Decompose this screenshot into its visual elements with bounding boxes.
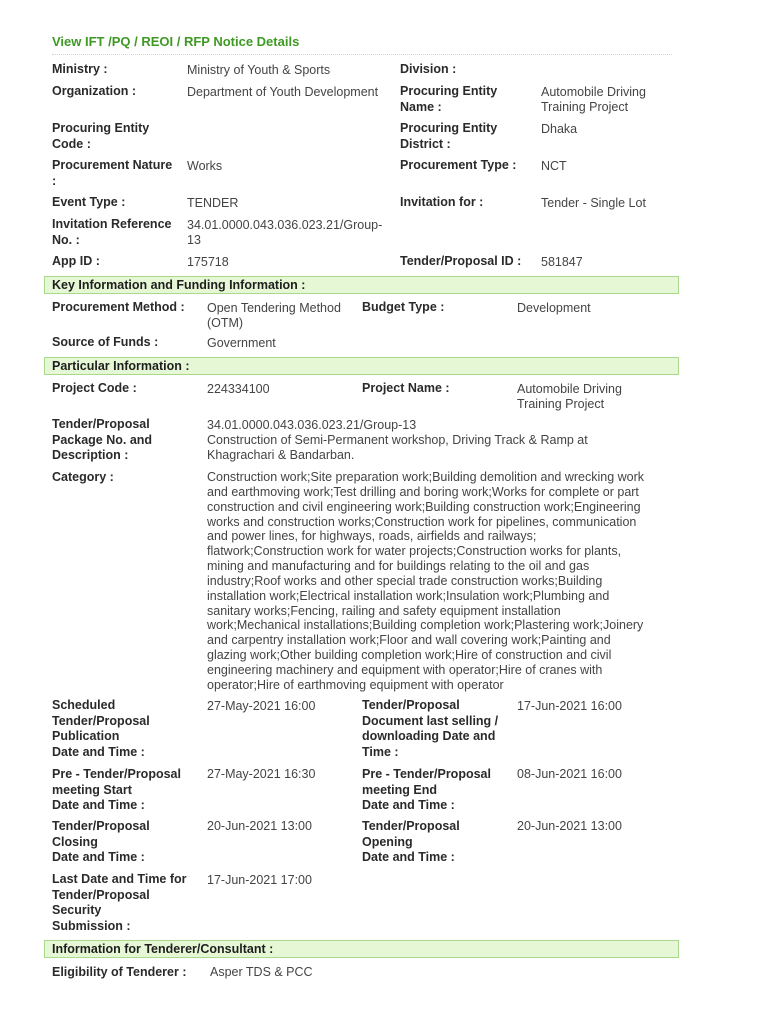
budget-type-value: Development xyxy=(517,301,591,315)
procuring-entity-district-value: Dhaka xyxy=(541,122,578,136)
eligibility-value: Asper TDS & PCC xyxy=(210,965,313,979)
procuring-entity-district-label: Procuring Entity District : xyxy=(400,121,498,151)
procuring-entity-name-label: Procuring Entity Name : xyxy=(400,84,498,114)
document-selling-date-value: 17-Jun-2021 16:00 xyxy=(517,699,622,713)
event-type-value: TENDER xyxy=(187,196,239,210)
procurement-method-value: Open Tendering Method (OTM) xyxy=(207,301,341,330)
security-submission-value: 17-Jun-2021 17:00 xyxy=(207,873,312,887)
procuring-entity-name-value: Automobile Driving Training Project xyxy=(541,85,646,114)
tender-id-label: Tender/Proposal ID : xyxy=(400,254,522,268)
pre-meeting-start-label: Pre - Tender/Proposal meeting Start Date and Time : xyxy=(52,767,181,812)
procurement-type-value: NCT xyxy=(541,159,567,173)
publication-date-label: Scheduled Tender/Proposal Publication Date and Time : xyxy=(52,698,150,759)
ministry-label: Ministry : xyxy=(52,62,108,76)
pre-meeting-end-label: Pre - Tender/Proposal meeting End Date and Time : xyxy=(362,767,491,812)
division-label: Division : xyxy=(400,62,457,76)
app-id-value: 175718 xyxy=(187,255,229,269)
tenderer-information-header: Information for Tenderer/Consultant : xyxy=(44,940,679,958)
procurement-nature-value: Works xyxy=(187,159,223,173)
procuring-entity-code-label: Procuring Entity Code : xyxy=(52,121,150,151)
package-description-value: 34.01.0000.043.036.023.21/Group-13 Construction of Semi-Permanent workshop, Driving Track & Ramp at Khagrachari & Bandarban. xyxy=(207,418,588,462)
procurement-method-label: Procurement Method : xyxy=(52,300,185,314)
closing-date-label: Tender/Proposal Closing Date and Time : xyxy=(52,819,150,864)
project-code-label: Project Code : xyxy=(52,381,137,395)
project-name-value: Automobile Driving Training Project xyxy=(517,382,622,411)
project-name-label: Project Name : xyxy=(362,381,450,395)
budget-type-label: Budget Type : xyxy=(362,300,445,314)
app-id-label: App ID : xyxy=(52,254,100,268)
invitation-reference-label: Invitation Reference No. : xyxy=(52,217,172,247)
opening-date-value: 20-Jun-2021 13:00 xyxy=(517,819,622,833)
page-title: View IFT /PQ / REOI / RFP Notice Details xyxy=(52,34,300,49)
source-of-funds-value: Government xyxy=(207,336,276,350)
organization-value: Department of Youth Development xyxy=(187,85,379,99)
category-label: Category : xyxy=(52,470,114,484)
particular-information-header: Particular Information : xyxy=(44,357,679,375)
key-information-header: Key Information and Funding Information : xyxy=(44,276,679,294)
event-type-label: Event Type : xyxy=(52,195,126,209)
pre-meeting-start-value: 27-May-2021 16:30 xyxy=(207,767,316,781)
closing-date-value: 20-Jun-2021 13:00 xyxy=(207,819,312,833)
procurement-nature-label: Procurement Nature : xyxy=(52,158,173,188)
invitation-for-value: Tender - Single Lot xyxy=(541,196,646,210)
publication-date-value: 27-May-2021 16:00 xyxy=(207,699,316,713)
project-code-value: 224334100 xyxy=(207,382,270,396)
title-divider xyxy=(52,54,672,55)
pre-meeting-end-value: 08-Jun-2021 16:00 xyxy=(517,767,622,781)
security-submission-label: Last Date and Time for Tender/Proposal Security Submission : xyxy=(52,872,187,933)
ministry-value: Ministry of Youth & Sports xyxy=(187,63,331,77)
organization-label: Organization : xyxy=(52,84,137,98)
package-description-label: Tender/Proposal Package No. and Description : xyxy=(52,417,153,462)
invitation-for-label: Invitation for : xyxy=(400,195,484,209)
document-selling-date-label: Tender/Proposal Document last selling / downloading Date and Time : xyxy=(362,698,499,759)
tender-id-value: 581847 xyxy=(541,255,583,269)
source-of-funds-label: Source of Funds : xyxy=(52,335,159,349)
category-value: Construction work;Site preparation work;Building demolition and wrecking work and earthmoving work;Test drilling and boring work;Works for complete or part construction and civil engineering work;Building construction work;Engineering works and construction works;Construction work for pipelines, communication and power lines, for highways, roads, airfields and railways; flatwork;Construction work for water projects;Construction works for plants, mining and manufacturing and for buildings relating to the oil and gas industry;Roof works and other special trade construction works;Building installation work;Electrical installation work;Insulation work;Plumbing and sanitary works;Fencing, railing and safety equipment installation work;Mechanical installations;Building completion work;Plastering work;Joinery and carpentry installation work;Floor and wall covering work;Painting and glazing work;Other building completion work;Hire of construction and civil engineering machinery and equipment with operator;Hire of cranes with operator;Hire of earthmoving equipment with operator xyxy=(207,470,645,692)
eligibility-label: Eligibility of Tenderer : xyxy=(52,965,187,979)
invitation-reference-value: 34.01.0000.043.036.023.21/Group- 13 xyxy=(187,218,383,247)
opening-date-label: Tender/Proposal Opening Date and Time : xyxy=(362,819,460,864)
procurement-type-label: Procurement Type : xyxy=(400,158,517,172)
